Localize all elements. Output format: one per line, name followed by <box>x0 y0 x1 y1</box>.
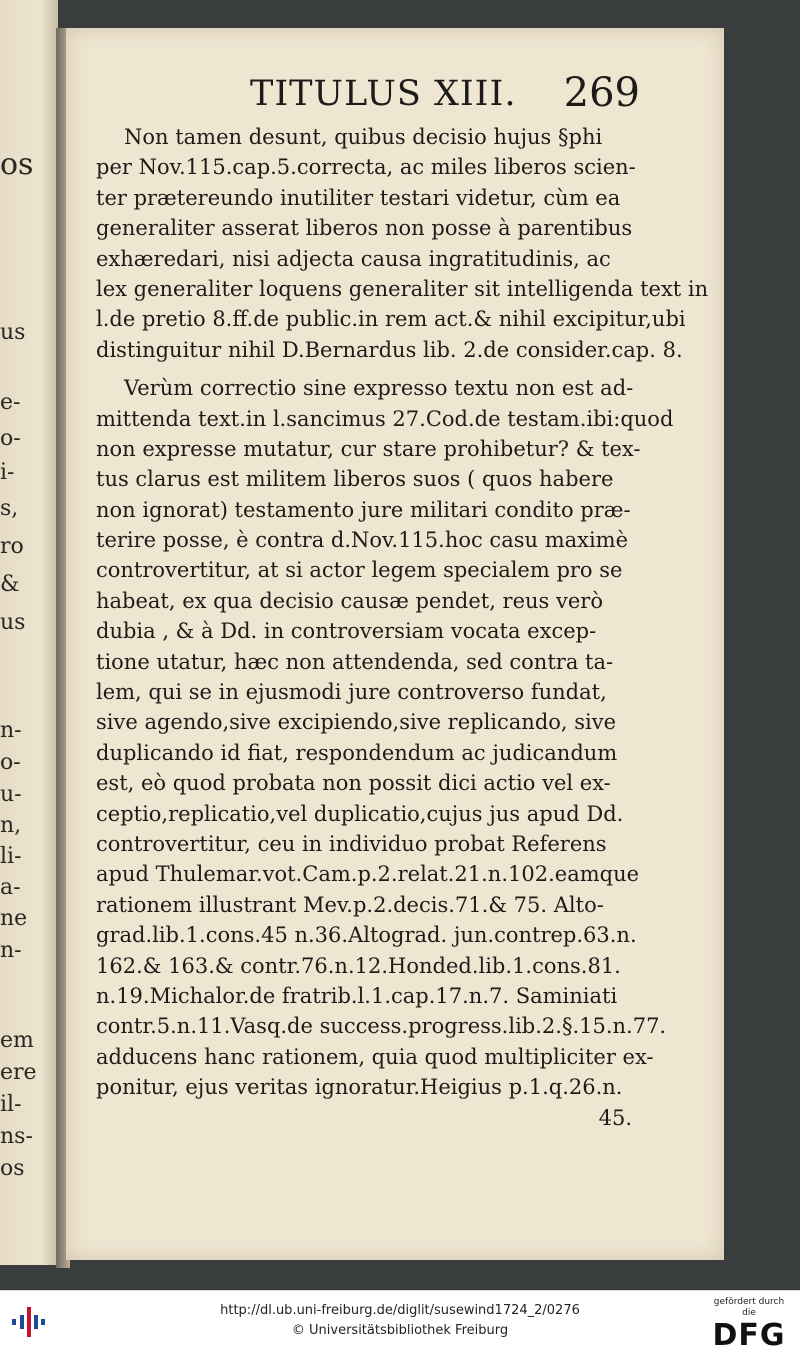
facing-page-fragment: ne <box>0 906 28 931</box>
catchword: 45. <box>598 1105 632 1130</box>
paragraph <box>96 122 709 365</box>
text-line: est, eò quod probata non possit dici actio vel ex- <box>96 771 611 796</box>
paragraph <box>96 373 674 1102</box>
text-line: 162.& 163.& contr.76.n.12.Honded.lib.1.cons.81. <box>96 953 621 978</box>
text-line: habeat, ex qua decisio causæ pendet, reus verò <box>96 588 603 613</box>
text-line: ter prætereundo inutiliter testari videtur, cùm ea <box>96 185 621 210</box>
facing-page-fragment: os <box>0 147 34 182</box>
text-line: l.de pretio 8.ff.de public.in rem act.& nihil excipitur,ubi <box>96 307 686 332</box>
facing-page-fragment: li- <box>0 844 22 869</box>
facing-page-fragment: u- <box>0 782 22 807</box>
facing-page-fragment: s, <box>0 496 19 521</box>
page-header <box>250 70 650 124</box>
copyright-notice: © Universitätsbibliothek Freiburg <box>291 1323 509 1338</box>
text-line: n.19.Michalor.de fratrib.l.1.cap.17.n.7. Saminiati <box>96 983 618 1008</box>
text-line: controvertitur, at si actor legem specialem pro se <box>96 558 623 583</box>
text-line: terire posse, è contra d.Nov.115.hoc casu maximè <box>96 528 629 553</box>
text-line: ponitur, ejus veritas ignoratur.Heigius p.1.q.26.n. <box>96 1075 623 1100</box>
funder-caption: gefördert durch die <box>713 1297 785 1318</box>
text-line: rationem illustrant Mev.p.2.decis.71.& 75. Alto- <box>96 892 604 917</box>
text-line: contr.5.n.11.Vasq.de success.progress.lib.2.§.15.n.77. <box>96 1014 667 1039</box>
page-number: 269 <box>563 70 640 116</box>
text-line: mittenda text.in l.sancimus 27.Cod.de testam.ibi:quod <box>96 406 674 431</box>
facing-page-fragment: ro <box>0 534 24 559</box>
facing-page-fragment: n- <box>0 718 22 743</box>
text-line: lex generaliter loquens generaliter sit intelligenda text in <box>96 276 709 301</box>
body-text <box>96 122 709 1133</box>
facing-page-fragment: n, <box>0 813 22 838</box>
facing-page-fragment: em <box>0 1028 34 1053</box>
facing-page-fragment: us <box>0 320 26 345</box>
text-line: tus clarus est militem liberos suos ( quos habere <box>96 467 614 492</box>
facing-page-fragment: ere <box>0 1060 37 1085</box>
facing-page-fragment: o- <box>0 750 21 775</box>
facing-page-fragment: il- <box>0 1092 22 1117</box>
text-line: dubia , & à Dd. in controversiam vocata excep- <box>96 619 597 644</box>
running-title: TITULUS XIII. <box>250 74 517 114</box>
text-line: generaliter asserat liberos non posse à parentibus <box>96 216 633 241</box>
text-line: per Nov.115.cap.5.correcta, ac miles liberos scien- <box>96 155 636 180</box>
dfg-logo <box>706 1297 792 1353</box>
facing-page-fragment: os <box>0 1156 25 1181</box>
text-line: duplicando id fiat, respondendum ac judicandum <box>96 740 618 765</box>
text-line: grad.lib.1.cons.45 n.36.Altograd. jun.contrер.63.n. <box>96 923 637 948</box>
dfg-logo-text: DFG <box>712 1318 786 1353</box>
facing-page-fragment: us <box>0 610 26 635</box>
facing-page-fragment: o- <box>0 426 21 451</box>
viewer-footer <box>0 1290 800 1353</box>
permalink[interactable]: http://dl.ub.uni-freiburg.de/diglit/susewind1724_2/0276 <box>220 1303 580 1318</box>
text-line: controvertitur, ceu in individuo probat Referens <box>96 831 607 856</box>
text-line: Non tamen desunt, quibus decisio hujus §phi <box>124 125 603 149</box>
text-line: non expresse mutatur, cur stare prohibetur? & tex- <box>96 436 641 461</box>
facing-page-fragment: a- <box>0 875 21 900</box>
text-line: adducens hanc rationem, quia quod multipliciter ex- <box>96 1044 654 1069</box>
text-line: ceptio,replicatio,vel duplicatio,cujus jus apud Dd. <box>96 801 624 826</box>
facing-page-fragment: n- <box>0 938 22 963</box>
text-line: distinguitur nihil D.Bernardus lib. 2.de consider.cap. 8. <box>96 337 683 362</box>
text-line: lem, qui se in ejusmodi jure controverso fundat, <box>96 680 607 705</box>
text-line: tione utatur, hæc non attendenda, sed contra ta- <box>96 649 614 674</box>
text-line: apud Thulemar.vot.Cam.p.2.relat.21.n.102.eamque <box>96 862 640 887</box>
facing-page-fragment: & <box>0 572 20 597</box>
text-line: non ignorat) testamento jure militari condito præ- <box>96 497 631 522</box>
facing-page-fragment: i- <box>0 460 15 485</box>
facing-page-fragment: e- <box>0 390 21 415</box>
facing-page-edge <box>0 0 58 1265</box>
text-line: Verùm correctio sine expresso textu non est ad- <box>124 376 634 401</box>
text-line: sive agendo,sive excipiendo,sive replicando, sive <box>96 710 617 735</box>
facing-page-fragment: ns- <box>0 1124 33 1149</box>
text-line: exhæredari, nisi adjecta causa ingratitudinis, ac <box>96 246 611 271</box>
